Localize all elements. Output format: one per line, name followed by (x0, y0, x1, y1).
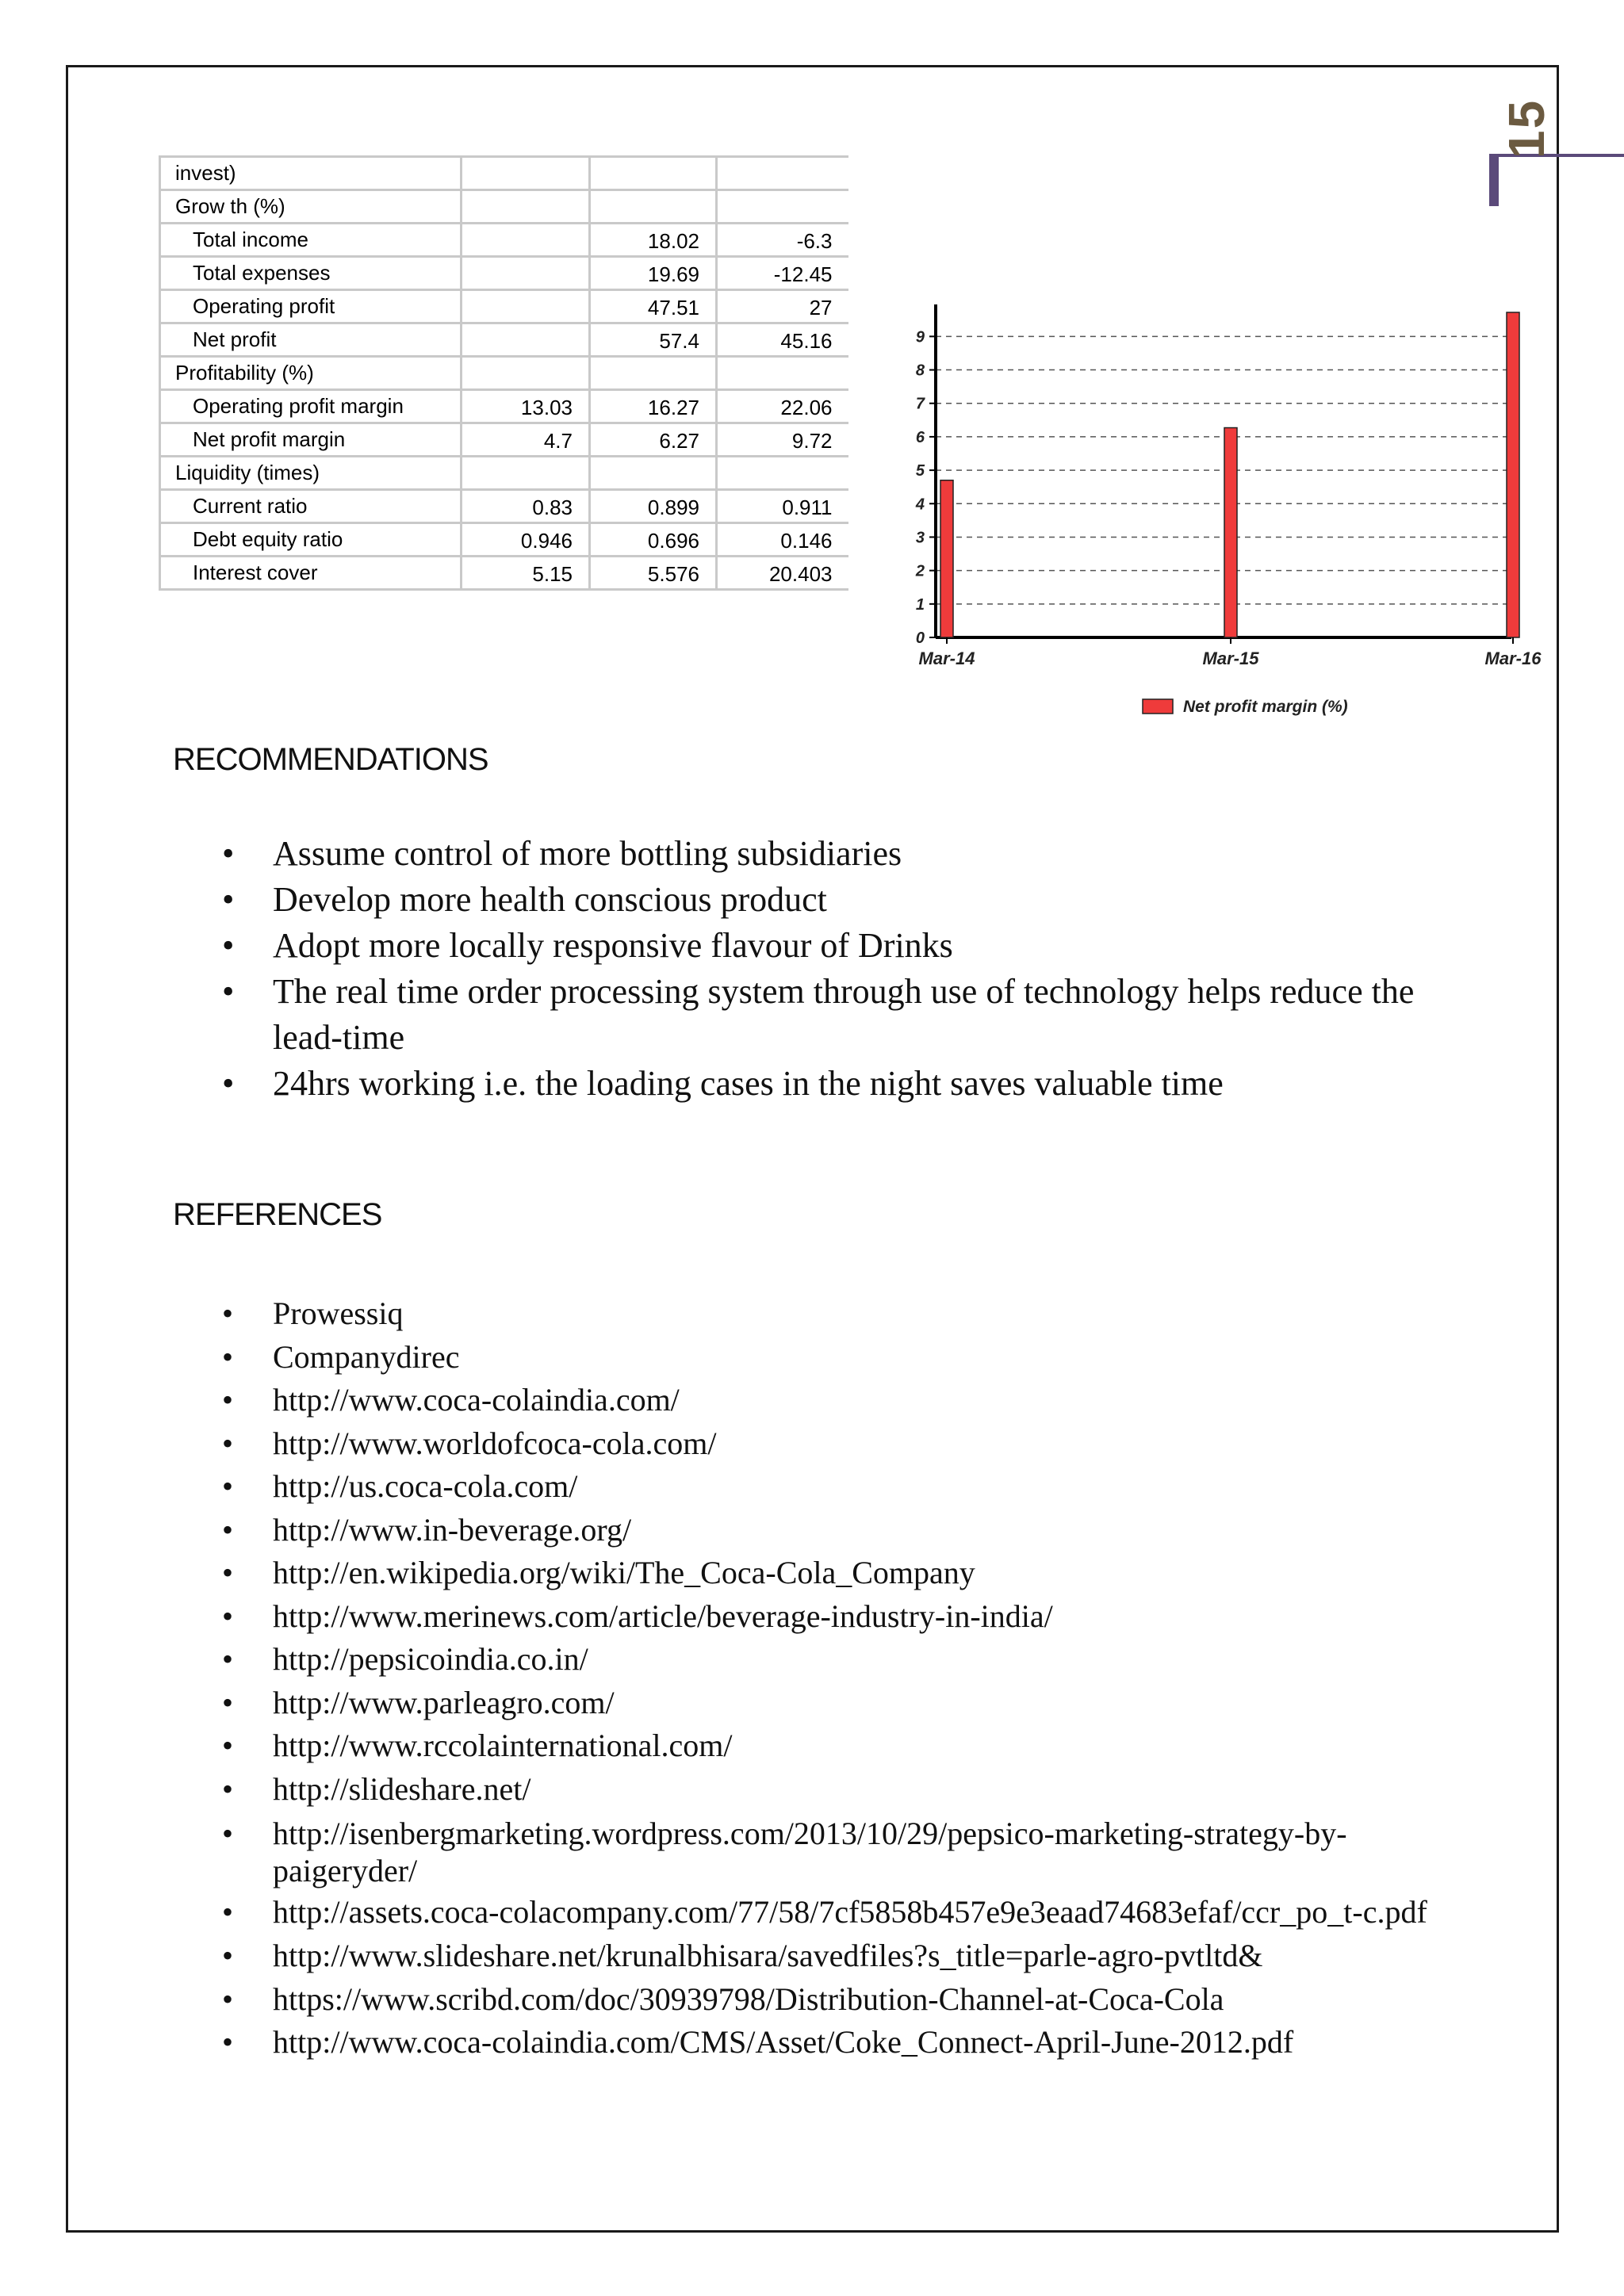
table-cell: 0.899 (590, 490, 717, 523)
reference-item: • http://assets.coca-colacompany.com/77/58/7cf5858b457e9e3eaad74683efaf/ccr_po_t-c.pdf (222, 1893, 1491, 1931)
table-cell: 45.16 (717, 323, 848, 357)
table-cell (462, 290, 590, 323)
row-label: Net profit (160, 323, 462, 357)
reference-item: • Companydirec (222, 1336, 1491, 1380)
y-tick-label: 7 (915, 395, 925, 413)
table-row (160, 323, 848, 357)
financial-ratios-table (159, 155, 848, 591)
row-label: Net profit margin (160, 423, 462, 457)
recommendation-item: • The real time order processing system through use of technology helps reduce the lead-time (222, 969, 1491, 1061)
table-cell (462, 224, 590, 257)
table-cell: 6.27 (590, 423, 717, 457)
recommendation-item: • Assume control of more bottling subsidiaries (222, 831, 1491, 877)
reference-item: • http://slideshare.net/ (222, 1768, 1491, 1812)
reference-item: • http://www.coca-colaindia.com/CMS/Asset/Coke_Connect-April-June-2012.pdf (222, 2021, 1491, 2064)
reference-item: • http://www.coca-colaindia.com/ (222, 1379, 1491, 1422)
table-row (160, 490, 848, 523)
table-cell: 9.72 (717, 423, 848, 457)
row-label: Operating profit (160, 290, 462, 323)
table-cell (462, 357, 590, 390)
reference-item: • http://www.in-beverage.org/ (222, 1509, 1491, 1552)
reference-item: • https://www.scribd.com/doc/30939798/Distribution-Channel-at-Coca-Cola (222, 1978, 1491, 2022)
table-cell: 0.696 (590, 523, 717, 557)
table-cell (462, 190, 590, 224)
table-cell: 20.403 (717, 557, 848, 590)
reference-item: • Prowessiq (222, 1292, 1491, 1336)
row-label: Total expenses (160, 257, 462, 290)
table-cell: 27 (717, 290, 848, 323)
table-cell: 0.946 (462, 523, 590, 557)
y-tick-label: 5 (915, 462, 925, 480)
reference-item: • http://isenbergmarketing.wordpress.com/2013/10/29/pepsico-marketing-strategy-by-paigeryder/ (222, 1815, 1491, 1889)
y-tick-label: 1 (915, 595, 925, 614)
table-cell: 18.02 (590, 224, 717, 257)
table-row (160, 557, 848, 590)
y-tick-label: 8 (915, 362, 925, 380)
table-cell: 0.146 (717, 523, 848, 557)
legend-label: Net profit margin (%) (1183, 698, 1348, 716)
table-row (160, 357, 848, 390)
table-cell (717, 190, 848, 224)
reference-item: • http://en.wikipedia.org/wiki/The_Coca-Cola_Company (222, 1552, 1491, 1595)
table-cell: 16.27 (590, 390, 717, 423)
bar (940, 480, 953, 637)
reference-item: • http://www.merinews.com/article/beverage-industry-in-india/ (222, 1595, 1491, 1639)
y-tick-label: 2 (915, 562, 925, 580)
row-label: Interest cover (160, 557, 462, 590)
reference-item: • http://www.worldofcoca-cola.com/ (222, 1422, 1491, 1466)
row-label: Liquidity (times) (160, 457, 462, 490)
net-profit-margin-chart (904, 301, 1542, 729)
table-cell (590, 457, 717, 490)
recommendation-item: • 24hrs working i.e. the loading cases in the night saves valuable time (222, 1061, 1491, 1107)
reference-item: • http://www.slideshare.net/krunalbhisara/savedfiles?s_title=parle-agro-pvtltd& (222, 1934, 1491, 1978)
table-cell: 47.51 (590, 290, 717, 323)
table-cell (462, 257, 590, 290)
table-row (160, 423, 848, 457)
table-cell (590, 357, 717, 390)
row-label: Operating profit margin (160, 390, 462, 423)
table-cell (462, 457, 590, 490)
table-row (160, 523, 848, 557)
table-cell: 19.69 (590, 257, 717, 290)
y-tick-label: 0 (915, 629, 925, 647)
recommendation-item: • Adopt more locally responsive flavour of Drinks (222, 923, 1491, 969)
references-heading: REFERENCES (173, 1197, 382, 1232)
bar (1507, 312, 1519, 637)
table-row (160, 257, 848, 290)
table-row (160, 390, 848, 423)
table-row (160, 157, 848, 190)
row-label: Debt equity ratio (160, 523, 462, 557)
reference-item: • http://www.rccolainternational.com/ (222, 1724, 1491, 1768)
table-cell: -12.45 (717, 257, 848, 290)
bar (1224, 428, 1237, 637)
y-tick-label: 3 (915, 529, 925, 547)
row-label: invest) (160, 157, 462, 190)
y-tick-label: 9 (915, 328, 925, 346)
table-cell (717, 457, 848, 490)
x-tick-label: Mar-15 (1202, 649, 1259, 668)
table-cell: 57.4 (590, 323, 717, 357)
row-label: Total income (160, 224, 462, 257)
row-label: Current ratio (160, 490, 462, 523)
references-list (222, 1292, 1491, 2064)
table-cell (462, 157, 590, 190)
reference-item: • http://www.parleagro.com/ (222, 1682, 1491, 1725)
table-cell: 5.576 (590, 557, 717, 590)
table-cell: 22.06 (717, 390, 848, 423)
x-tick-label: Mar-14 (918, 649, 975, 668)
table-row (160, 190, 848, 224)
table-cell: 5.15 (462, 557, 590, 590)
table-cell (462, 323, 590, 357)
x-tick-label: Mar-16 (1484, 649, 1542, 668)
y-tick-label: 4 (915, 496, 925, 514)
table-cell (590, 157, 717, 190)
reference-item: • http://pepsicoindia.co.in/ (222, 1638, 1491, 1682)
y-tick-label: 6 (915, 428, 925, 446)
row-label: Grow th (%) (160, 190, 462, 224)
legend-swatch (1143, 699, 1173, 714)
page-tab-marker (1489, 155, 1499, 206)
page-number: 15 (1498, 98, 1555, 159)
recommendation-item: • Develop more health conscious product (222, 877, 1491, 923)
recommendations-list (222, 831, 1491, 1107)
table-cell: 4.7 (462, 423, 590, 457)
table-row (160, 457, 848, 490)
recommendations-heading: RECOMMENDATIONS (173, 742, 488, 777)
table-cell: 0.911 (717, 490, 848, 523)
reference-item: • http://us.coca-cola.com/ (222, 1465, 1491, 1509)
row-label: Profitability (%) (160, 357, 462, 390)
table-row (160, 224, 848, 257)
table-cell: -6.3 (717, 224, 848, 257)
table-cell (717, 157, 848, 190)
table-cell: 0.83 (462, 490, 590, 523)
table-cell: 13.03 (462, 390, 590, 423)
table-row (160, 290, 848, 323)
table-cell (590, 190, 717, 224)
table-cell (717, 357, 848, 390)
